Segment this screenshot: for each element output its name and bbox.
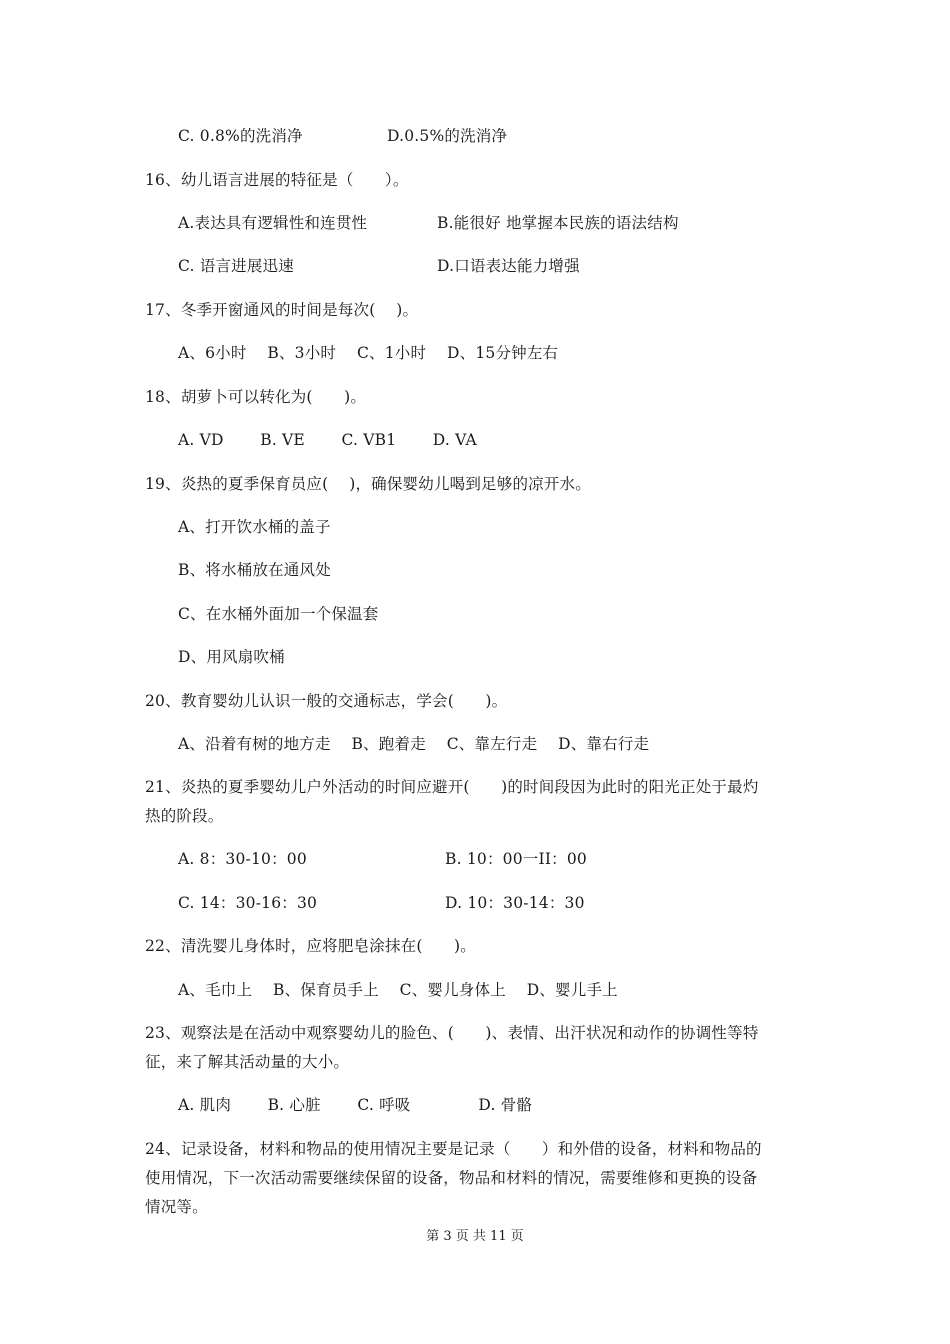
text-line: 情况等。 <box>145 1198 208 1216</box>
text-line: A. 肌肉 B. 心脏 C. 呼吸 D. 骨骼 <box>178 1096 533 1114</box>
text-line: B.能很好 地掌握本民族的语法结构 <box>437 214 679 232</box>
text-line: A、沿着有树的地方走 B、跑着走 C、靠左行走 D、靠右行走 <box>178 735 650 753</box>
text-line: D. 10：30-14：30 <box>445 894 585 912</box>
text-line: A.表达具有逻辑性和连贯性 <box>178 214 368 232</box>
text-line: 22、清洗婴儿身体时，应将肥皂涂抹在( )。 <box>145 937 476 955</box>
text-line: 使用情况，下一次活动需要继续保留的设备，物品和材料的情况，需要维修和更换的设备 <box>145 1169 758 1187</box>
text-line: B. 10：00一II：00 <box>445 850 587 868</box>
text-line: 19、炎热的夏季保育员应( )，确保婴幼儿喝到足够的凉开水。 <box>145 475 591 493</box>
text-line: 18、胡萝卜可以转化为( )。 <box>145 388 367 406</box>
text-line: D、用风扇吹桶 <box>178 648 285 666</box>
text-line: 16、幼儿语言进展的特征是（ ）。 <box>145 171 409 189</box>
text-line: A. 8：30-10：00 <box>178 850 307 868</box>
text-line: 21、炎热的夏季婴幼儿户外活动的时间应避开( )的时间段因为此时的阳光正处于最灼 <box>145 778 759 796</box>
text-line: A、打开饮水桶的盖子 <box>178 518 331 536</box>
text-line: 热的阶段。 <box>145 807 224 825</box>
text-line: 24、记录设备，材料和物品的使用情况主要是记录（ ）和外借的设备，材料和物品的 <box>145 1140 762 1158</box>
text-line: D.0.5%的洗消净 <box>387 127 508 145</box>
text-line: B、将水桶放在通风处 <box>178 561 331 579</box>
text-line: C. 语言进展迅速 <box>178 257 294 275</box>
text-line: A、毛巾上 B、保育员手上 C、婴儿身体上 D、婴儿手上 <box>178 981 618 999</box>
text-line: 17、冬季开窗通风的时间是每次( )。 <box>145 301 419 319</box>
text-line: C. 14：30-16：30 <box>178 894 318 912</box>
text-line: A. VD B. VE C. VB1 D. VA <box>178 431 477 449</box>
text-line: 23、观察法是在活动中观察婴幼儿的脸色、( )、表情、出汗状况和动作的协调性等特 <box>145 1024 759 1042</box>
text-line: D.口语表达能力增强 <box>437 257 580 275</box>
page-footer: 第 3 页 共 11 页 <box>426 1229 524 1244</box>
text-line: C、在水桶外面加一个保温套 <box>178 605 379 623</box>
text-line: 20、教育婴幼儿认识一般的交通标志，学会( )。 <box>145 692 508 710</box>
text-line: A、6小时 B、3小时 C、1小时 D、15分钟左右 <box>178 344 559 362</box>
text-line: C. 0.8%的洗消净 <box>178 127 303 145</box>
text-line: 征，来了解其活动量的大小。 <box>145 1053 350 1071</box>
